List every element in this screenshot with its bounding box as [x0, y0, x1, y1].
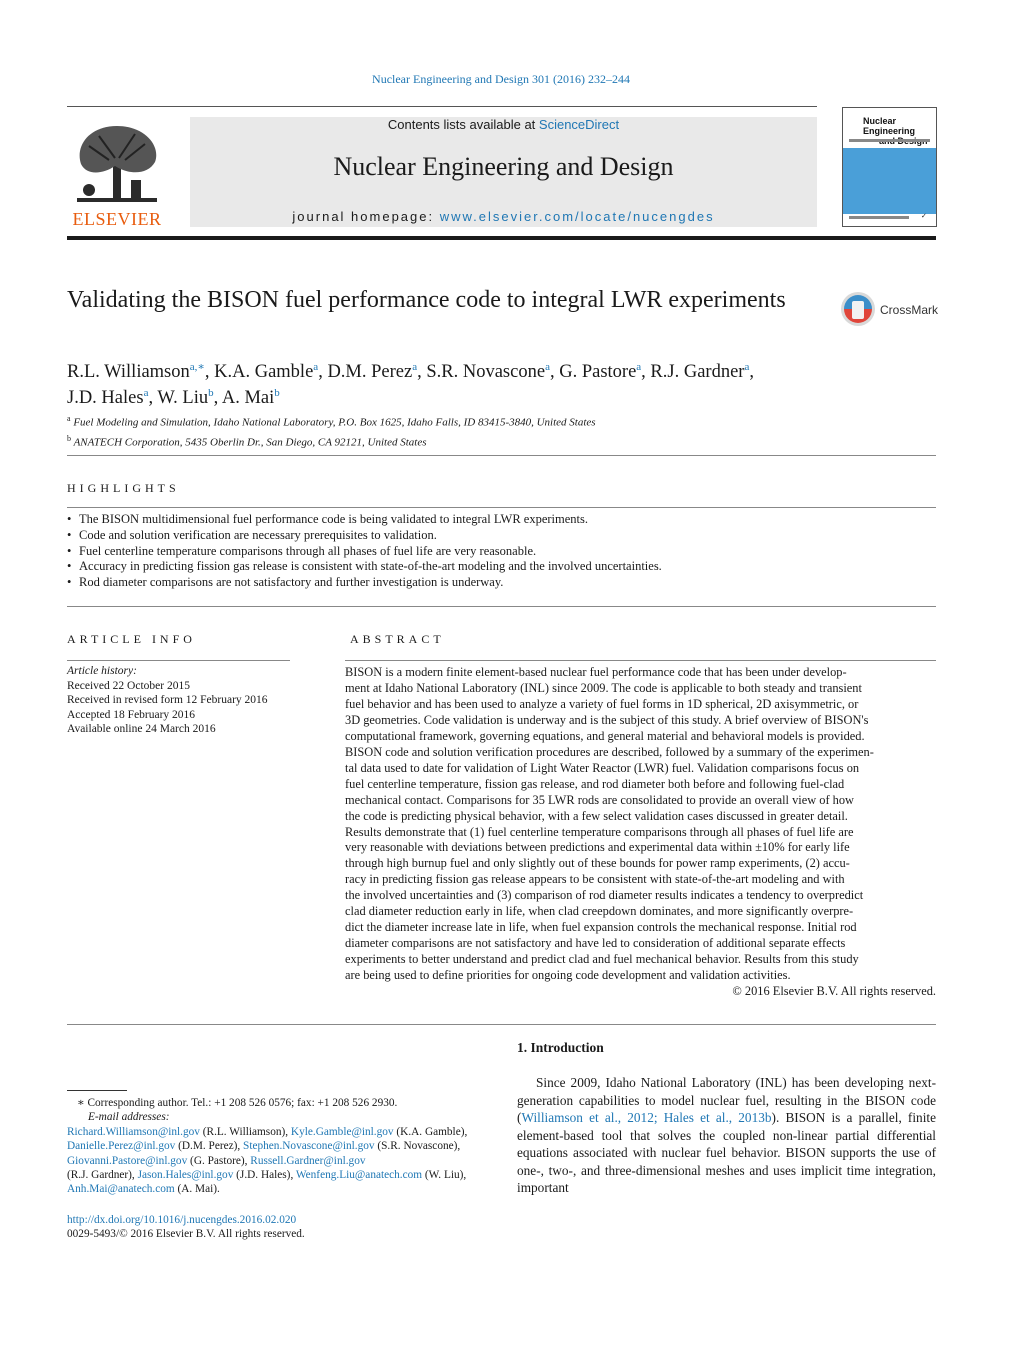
highlight-item: • The BISON multidimensional fuel performance code is being validated to integral LWR experiments.	[67, 512, 588, 526]
received-date: Received 22 October 2015	[67, 679, 190, 692]
bullet-icon: •	[67, 575, 72, 590]
doi-block	[67, 1213, 497, 1242]
corresponding-author-note: ∗ Corresponding author. Tel.: +1 208 526 0576; fax: +1 208 526 2930.	[77, 1097, 398, 1109]
abstract-heading: ABSTRACT	[350, 632, 445, 646]
author[interactable]: W. Liu$^b$	[157, 387, 214, 409]
online-date: Available online 24 March 2016	[67, 723, 216, 735]
doi-link[interactable]: http://dx.doi.org/10.1016/j.nucengdes.2016.02.020	[67, 1214, 297, 1226]
email-link[interactable]: Richard.Williamson@inl.gov	[67, 1125, 200, 1138]
email-link[interactable]: Russell.Gardner@inl.gov	[250, 1154, 366, 1167]
email-link[interactable]: Danielle.Perez@inl.gov	[67, 1140, 176, 1153]
cover-subtitle-bar	[849, 139, 930, 142]
email-line: Giovanni.Pastore@inl.gov (G. Pastore), Russell.Gardner@inl.gov	[67, 1154, 366, 1167]
abstract-copyright: © 2016 Elsevier B.V. All rights reserved.	[732, 984, 936, 998]
email-link[interactable]: Anh.Mai@anatech.com	[67, 1183, 175, 1196]
cover-footer-bar	[849, 216, 909, 219]
bullet-icon: •	[67, 512, 72, 526]
highlight-item: • Rod diameter comparisons are not satisfactory and further investigation is underway.	[67, 575, 504, 590]
divider	[345, 660, 936, 661]
author[interactable]: R.J. Gardner$^a$	[650, 361, 750, 383]
revised-date: Received in revised form 12 February 2016	[67, 694, 268, 706]
author[interactable]: K.A. Gamble$^a$	[214, 361, 319, 383]
abstract-text: BISON is a modern finite element-based nuclear fuel performance code that has been under develop- ment at Idaho National Laboratory (INL) since 2009. The code is applicable to both steady and transient fuel behavior and has been used to analyze a variety of fuel forms in 1D spherical, 2D axisymmetric, or 3D geometries. Code validation is underway and is the subject of this study. A brief overview of BISON's computational framework, governing equations, and general material and behavioral models is provided. BISON code and solution verification procedures are described, followed by a summary of the experimen- tal data used to date for validation of Light Water Reactor (LWR) fuel. Validation comparisons focus on fuel centerline temperature, fission gas release, and rod diameter both before and following fuel-clad mechanical contact. Comparisons for 35 LWR rods are consolidated to provide an overall view of how the code is predicting physical behavior, with a few select validation cases discussed in greater detail. Results demonstrate that (1) fuel centerline temperature comparisons through all phases of fuel life are very reasonable with deviations between predictions and experimental data within ±10% for early life through high burnup fuel and only slightly out of these bounds for power ramp experiments, (2) accu- racy in predicting fission gas release appears to be consistent with state-of-the-art modeling and with the involved uncertainties and (3) comparison of rod diameter results indicates a tendency to overpredict clad diameter reduction early in life, when clad creepdown dominates, and more significantly overpre- dict the diameter increase late in life, when fuel expansion controls the mechanical response. Initial rod diameter comparisons are not satisfactory and have led to consideration of additional separate effects experiments to better understand and predict clad and fuel mechanical behavior. Results from this study are being used to define priorities for ongoing code development and validation activities.	[345, 665, 874, 983]
introduction-heading: 1. Introduction	[517, 1040, 604, 1055]
header-top-rule	[67, 106, 817, 107]
homepage-line	[190, 209, 817, 224]
cover-publisher-mark-icon: ✓	[921, 213, 927, 220]
divider	[67, 507, 936, 508]
email-link[interactable]: Wenfeng.Liu@anatech.com	[295, 1169, 423, 1182]
bullet-icon: •	[67, 527, 72, 542]
author[interactable]: S.R. Novascone$^a$	[426, 361, 550, 383]
email-link[interactable]: Kyle.Gamble@inl.gov	[290, 1125, 394, 1138]
journal-citation[interactable]: Nuclear Engineering and Design 301 (2016) 232–244	[372, 72, 630, 86]
divider	[67, 660, 290, 661]
footnote-rule	[67, 1090, 127, 1091]
email-line: Danielle.Perez@inl.gov (D.M. Perez), Stephen.Novascone@inl.gov (S.R. Novascone),	[67, 1140, 461, 1153]
author-list: R.L. Williamson$^{a,∗}$, K.A. Gamble$^a$, D.M. Perez$^a$, S.R. Novascone$^a$, G. Pastore$^a$, R.J. Gardner$^a$, J.D. Hales$^a$, W. Liu$^b$, A. Mai$^b$	[67, 361, 754, 409]
footnotes	[67, 1096, 497, 1197]
elsevier-logo[interactable]	[66, 116, 168, 228]
elsevier-tree-icon	[69, 116, 165, 208]
history-label: Article history:	[67, 665, 137, 677]
issn-line: 0029-5493/© 2016 Elsevier B.V. All rights reserved.	[67, 1228, 305, 1241]
homepage-prefix: journal homepage:	[292, 209, 440, 224]
sciencedirect-link[interactable]: ScienceDirect	[538, 117, 620, 132]
journal-cover-thumbnail[interactable]	[842, 107, 937, 227]
crossmark-badge[interactable]	[840, 291, 940, 331]
contents-line	[190, 117, 817, 132]
email-link[interactable]: Jason.Hales@inl.gov	[137, 1169, 234, 1182]
cover-art	[843, 148, 936, 214]
introduction-text: Since 2009, Idaho National Laboratory (INL) has been developing next-generation capabilities to model nuclear fuel, resulting in the BISON code (Williamson et al., 2012; Hales et al., 2013b). BISON is a parallel, finite element-based tool that solves the coupled non-linear partial differential equations associated with nuclear fuel behavior. BISON supports the use of one-, two-, and three-dimensional meshes and uses implicit time integration, important	[517, 1075, 936, 1195]
highlights-list	[67, 512, 936, 591]
divider	[67, 1024, 936, 1025]
email-line: Richard.Williamson@inl.gov (R.L. Williamson), Kyle.Gamble@inl.gov (K.A. Gamble),	[67, 1125, 468, 1138]
crossmark-icon	[840, 291, 876, 327]
article-info-heading: ARTICLE INFO	[67, 632, 196, 646]
affiliation: $^b$ ANATECH Corporation, 5435 Oberlin Dr., San Diego, CA 92121, United States	[67, 433, 427, 449]
homepage-link[interactable]: www.elsevier.com/locate/nucengdes	[439, 209, 715, 224]
author[interactable]: G. Pastore$^a$	[559, 361, 642, 383]
article-title: Validating the BISON fuel performance code to integral LWR experiments	[67, 287, 786, 313]
author[interactable]: A. Mai$^b$	[221, 387, 280, 409]
citation-link[interactable]: Williamson et al., 2012; Hales et al., 2013b	[521, 1110, 772, 1125]
author[interactable]: D.M. Perez$^a$	[327, 361, 418, 383]
email-link[interactable]: Stephen.Novascone@inl.gov	[243, 1140, 375, 1153]
affiliation: $^a$ Fuel Modeling and Simulation, Idaho National Laboratory, P.O. Box 1625, Idaho Falls, ID 83415-3840, United States	[67, 414, 596, 429]
article-history	[67, 664, 297, 737]
divider	[67, 455, 936, 456]
affiliations	[67, 411, 867, 450]
divider	[67, 606, 936, 607]
bullet-icon: •	[67, 559, 72, 574]
highlights-heading: HIGHLIGHTS	[67, 481, 180, 495]
author[interactable]: R.L. Williamson$^{a,∗}$	[67, 361, 205, 383]
highlight-item: • Code and solution verification are necessary prerequisites to validation.	[67, 527, 437, 542]
accepted-date: Accepted 18 February 2016	[67, 708, 196, 721]
cover-title-line-1: Nuclear Engineering	[863, 116, 916, 136]
contents-prefix: Contents lists available at	[387, 117, 539, 132]
email-link[interactable]: Giovanni.Pastore@inl.gov	[67, 1154, 188, 1167]
email-label: E-mail addresses:	[88, 1111, 170, 1124]
header-thick-rule	[67, 236, 936, 240]
journal-name: Nuclear Engineering and Design	[333, 152, 674, 181]
highlight-item: • Accuracy in predicting fission gas release is consistent with state-of-the-art modeling and the involved uncertainties.	[67, 559, 662, 574]
highlight-item: • Fuel centerline temperature comparisons through all phases of fuel life are very reasonable.	[67, 543, 537, 558]
author[interactable]: J.D. Hales$^a$	[67, 387, 149, 409]
bullet-icon: •	[67, 543, 72, 558]
crossmark-label: CrossMark	[880, 303, 939, 317]
email-line: Anh.Mai@anatech.com (A. Mai).	[67, 1183, 220, 1196]
elsevier-wordmark: ELSEVIER	[72, 209, 162, 229]
email-line: (R.J. Gardner), Jason.Hales@inl.gov (J.D. Hales), Wenfeng.Liu@anatech.com (W. Liu),	[67, 1169, 467, 1182]
